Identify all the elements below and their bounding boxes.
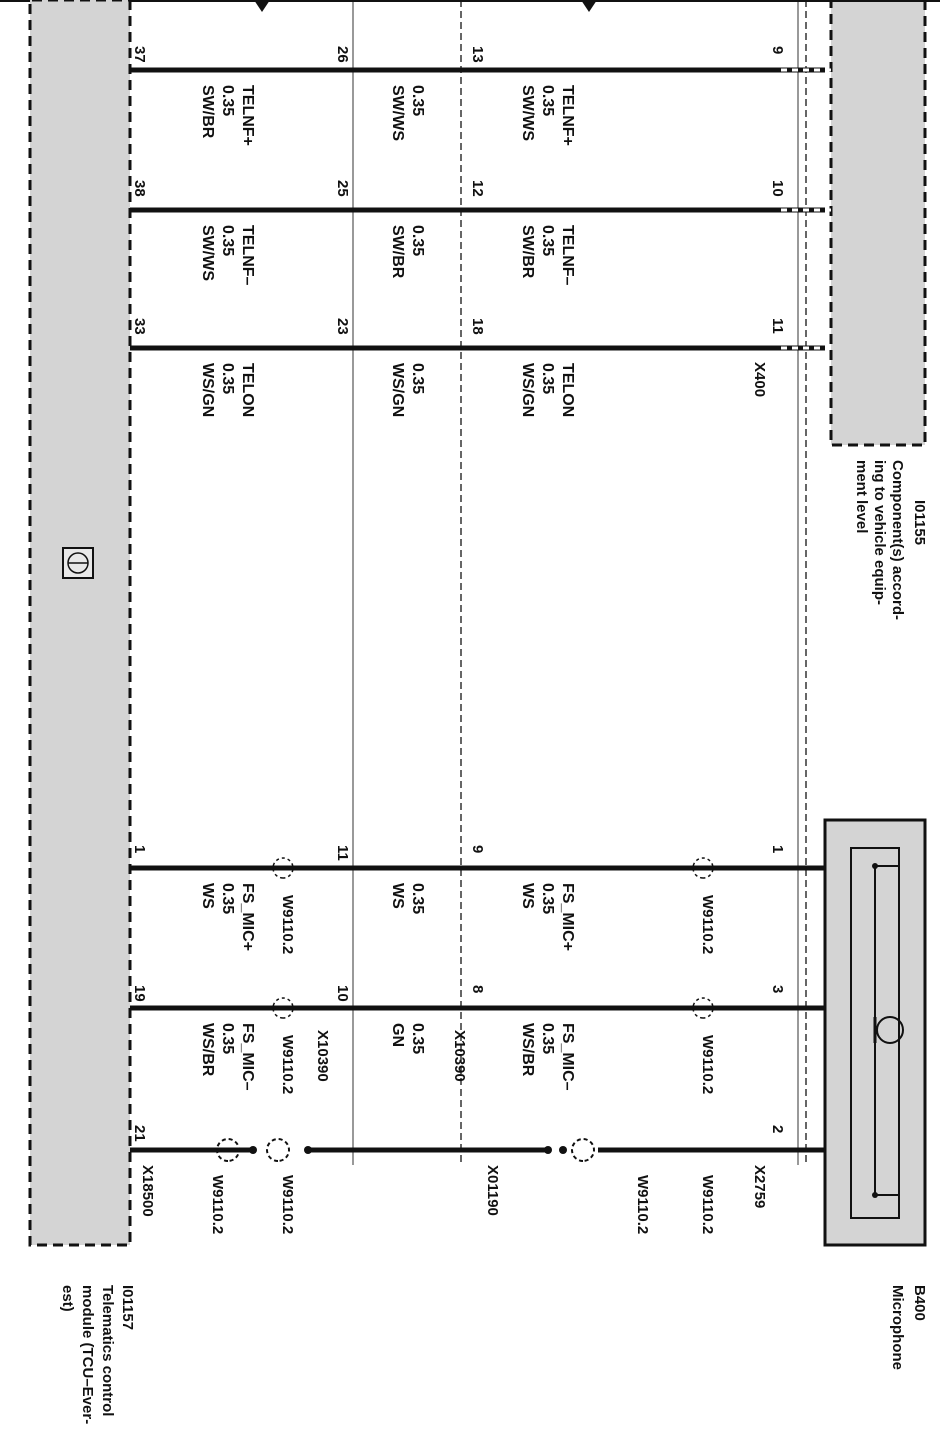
i01157-block	[30, 0, 130, 1245]
connector-x18500: X18500	[139, 1165, 156, 1217]
shield-ref-bot-19: W9110.2	[279, 1035, 296, 1095]
i01157-id: I01157	[119, 1285, 136, 1331]
svg-text:FS_MIC–: FS_MIC–	[239, 1023, 256, 1091]
pin-upper-13: 13	[469, 46, 486, 63]
pin-i01157-19: 19	[131, 985, 148, 1002]
pin-lower-23: 23	[334, 318, 351, 335]
shield-ref-bot-1: W9110.2	[279, 895, 296, 955]
connector-x10390-a: X10390	[451, 1030, 468, 1082]
pin-upper-18: 18	[469, 318, 486, 335]
wire-labels-bottom-left	[199, 85, 256, 417]
wire-labels-upper-left	[519, 85, 576, 417]
svg-text:0.35: 0.35	[409, 363, 426, 395]
svg-text:0.35: 0.35	[409, 85, 426, 117]
shield-ref-top-2: W9110.2	[699, 1175, 716, 1235]
b400-desc: Microphone	[889, 1285, 906, 1370]
connector-x2759: X2759	[751, 1165, 768, 1209]
svg-text:SW/BR: SW/BR	[199, 85, 216, 139]
svg-text:0.35: 0.35	[219, 225, 236, 257]
svg-text:SW/WS: SW/WS	[389, 85, 406, 141]
pin-upper-right-8: 8	[469, 985, 486, 994]
i01157-desc-3: est)	[59, 1285, 76, 1312]
shield-circle	[267, 1139, 289, 1161]
svg-text:0.35: 0.35	[409, 1023, 426, 1055]
svg-text:TELNF–: TELNF–	[559, 225, 576, 286]
svg-text:FS_MIC–: FS_MIC–	[559, 1023, 576, 1091]
pin-i01157-37: 37	[131, 46, 148, 63]
svg-text:0.35: 0.35	[539, 883, 556, 915]
svg-text:WS/GN: WS/GN	[199, 363, 216, 418]
svg-text:0.35: 0.35	[539, 85, 556, 117]
pin-i01155-10: 10	[769, 180, 786, 197]
pin-lower-right-10: 10	[334, 985, 351, 1002]
ground-symbol-icon	[63, 548, 93, 578]
connector-x01190: X01190	[484, 1165, 501, 1216]
svg-text:FS_MIC+: FS_MIC+	[559, 883, 576, 952]
pin-mic-3: 3	[769, 985, 786, 994]
svg-text:TELON: TELON	[559, 363, 576, 418]
pin-i01157-1: 1	[131, 845, 148, 854]
svg-text:FS_MIC+: FS_MIC+	[239, 883, 256, 952]
svg-text:GN: GN	[389, 1023, 406, 1047]
pin-upper-12: 12	[469, 180, 486, 197]
svg-text:WS/BR: WS/BR	[199, 1023, 216, 1077]
svg-text:SW/WS: SW/WS	[519, 85, 536, 141]
wire-labels-bottom-right	[199, 883, 256, 1091]
svg-text:0.35: 0.35	[219, 1023, 236, 1055]
pin-i01157-21: 21	[131, 1125, 148, 1142]
svg-text:0.35: 0.35	[539, 225, 556, 257]
svg-text:0.35: 0.35	[539, 1023, 556, 1055]
svg-text:SW/BR: SW/BR	[389, 225, 406, 279]
connector-x400: X400	[751, 362, 768, 398]
svg-text:WS/GN: WS/GN	[389, 363, 406, 418]
shield-ref-mid: W9110.2	[634, 1175, 651, 1235]
svg-text:0.35: 0.35	[219, 883, 236, 915]
svg-text:SW/WS: SW/WS	[199, 225, 216, 281]
pin-lower-25: 25	[334, 180, 351, 197]
svg-text:WS/GN: WS/GN	[519, 363, 536, 418]
shield-ref-top-1: W9110.2	[699, 895, 716, 955]
i01157-desc-1: Telematics control	[99, 1285, 116, 1417]
svg-text:0.35: 0.35	[219, 363, 236, 395]
pin-i01155-11: 11	[769, 318, 786, 334]
b400-id: B400	[911, 1285, 928, 1321]
i01155-desc-1: Component(s) accord-	[889, 460, 906, 621]
svg-text:WS: WS	[199, 883, 216, 909]
svg-text:TELNF–: TELNF–	[239, 225, 256, 286]
svg-text:TELON: TELON	[239, 363, 256, 418]
pin-upper-right-9: 9	[469, 845, 486, 854]
i01155-id: I01155	[911, 500, 928, 546]
pin-mic-1: 1	[769, 845, 786, 854]
svg-text:SW/BR: SW/BR	[519, 225, 536, 279]
pin-i01157-33: 33	[131, 318, 148, 335]
shield-ref-top-3: W9110.2	[699, 1035, 716, 1095]
i01155-desc-3: ment level	[853, 460, 870, 534]
pin-mic-2: 2	[769, 1125, 786, 1134]
shield-ref-bot-21: W9110.2	[209, 1175, 226, 1235]
wire-labels-upper-right	[519, 883, 576, 1091]
svg-text:TELNF+: TELNF+	[559, 85, 576, 146]
shield-ref-bot-mid: W9110.2	[279, 1175, 296, 1235]
shield-circle	[572, 1139, 594, 1161]
pin-i01155-9: 9	[769, 46, 786, 55]
pin-lower-right-11: 11	[334, 845, 351, 861]
svg-text:0.35: 0.35	[409, 883, 426, 915]
pin-i01157-38: 38	[131, 180, 148, 197]
i01155-desc-2: ing to vehicle equip-	[871, 460, 888, 606]
svg-text:WS/BR: WS/BR	[519, 1023, 536, 1077]
pin-lower-26: 26	[334, 46, 351, 63]
svg-text:WS: WS	[519, 883, 536, 909]
connector-x10390-b: X10390	[314, 1030, 331, 1082]
svg-text:TELNF+: TELNF+	[239, 85, 256, 146]
svg-text:0.35: 0.35	[219, 85, 236, 117]
svg-text:0.35: 0.35	[539, 363, 556, 395]
wire-labels-lower-right-mid	[389, 883, 426, 1054]
i01157-desc-2: module (TCU–Ever-	[79, 1285, 96, 1425]
i01155-block	[831, 0, 925, 445]
wire-labels-lower-left-mid	[389, 85, 426, 417]
svg-text:0.35: 0.35	[409, 225, 426, 257]
svg-text:WS: WS	[389, 883, 406, 909]
